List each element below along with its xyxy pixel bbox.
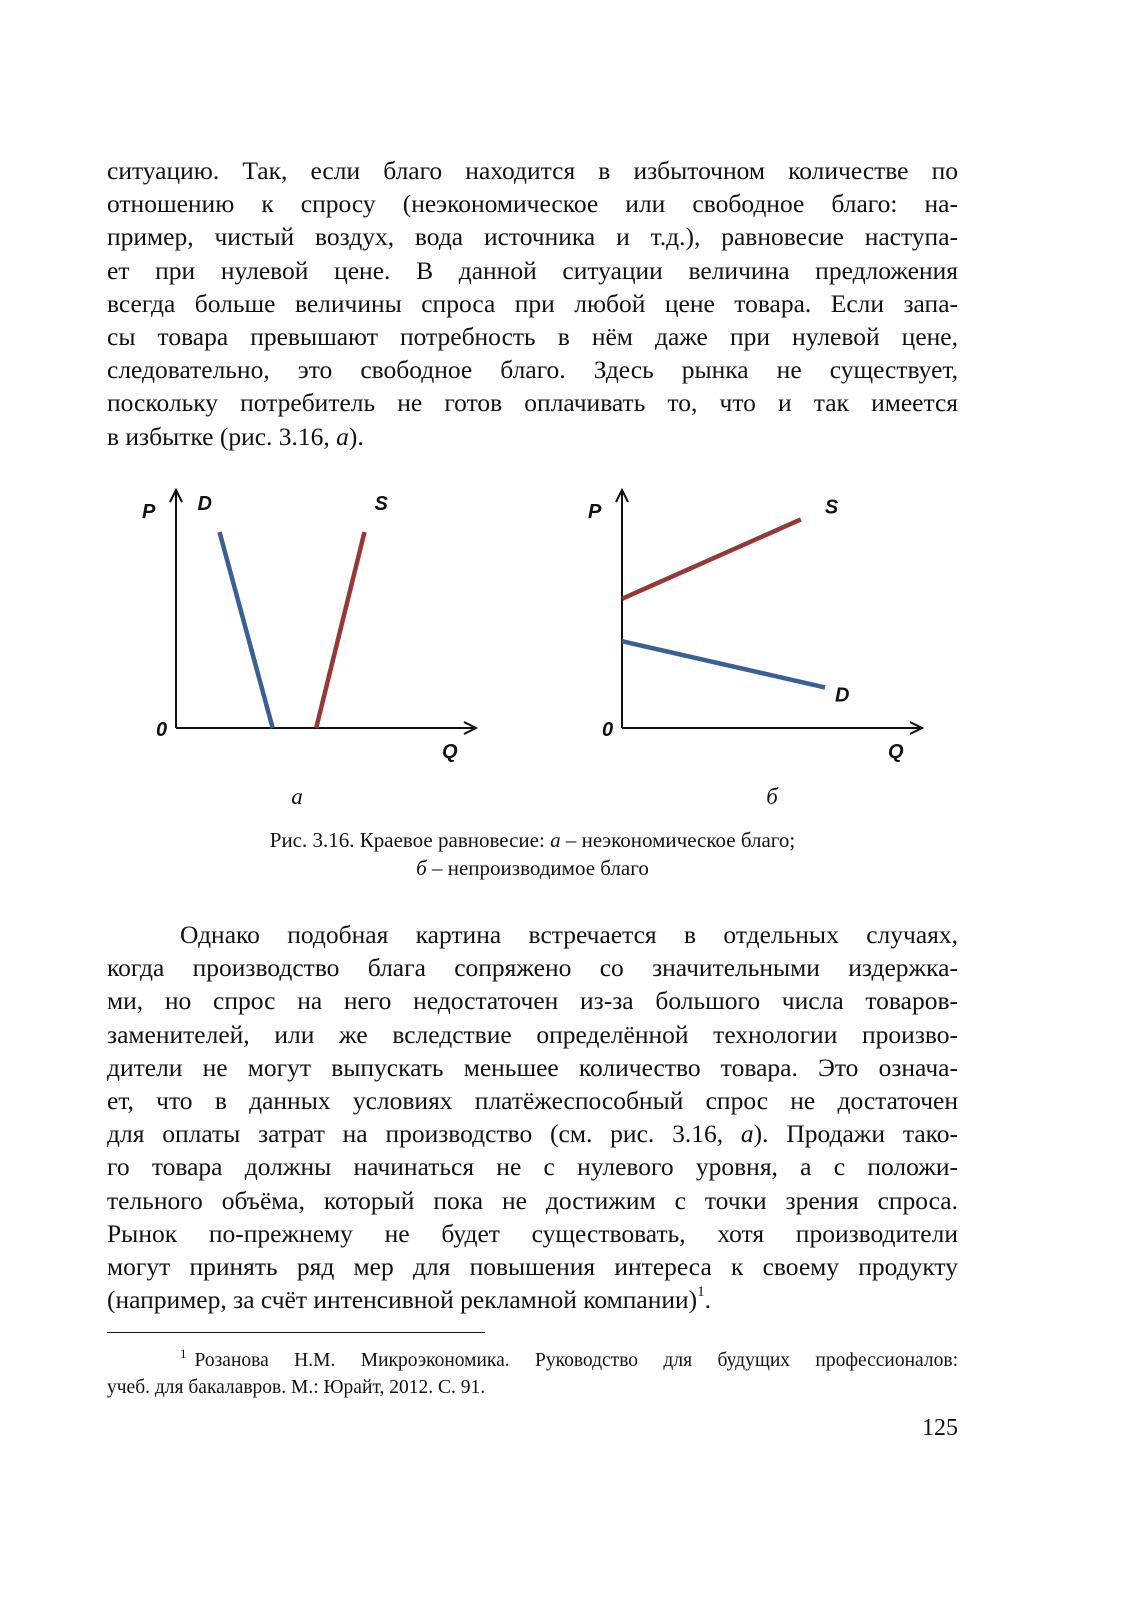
series-label-d: D bbox=[197, 493, 212, 515]
caption-text: – непроизводимое благо bbox=[426, 856, 649, 880]
text-line: тельного объёма, который пока не достижим с точки зрения спроса. bbox=[107, 1185, 958, 1215]
series-label-d: D bbox=[835, 684, 850, 707]
series-line-d bbox=[220, 532, 273, 728]
text-fragment: (например, за счёт интенсивной рекламной компании) bbox=[107, 1285, 698, 1315]
figure-caption bbox=[107, 826, 958, 882]
chart-a-svg bbox=[142, 478, 482, 768]
figure-ref-letter: а bbox=[740, 1119, 754, 1149]
text-line: заменителей, или же вследствие определённой технологии произво- bbox=[107, 1019, 958, 1049]
text-fragment: . bbox=[704, 1285, 711, 1315]
text-line: пример, чистый воздух, вода источника и т.д.), равновесие наступа- bbox=[107, 222, 958, 252]
footnote-text: Розанова Н.М. Микроэкономика. Руководство для будущих профессионалов: bbox=[194, 1350, 958, 1371]
footnote-separator bbox=[107, 1332, 485, 1333]
text-line: Однако подобная картина встречается в отдельных случаях, bbox=[180, 920, 958, 949]
caption-letter: а bbox=[550, 828, 561, 852]
text-line: когда производство блага сопряжено со значительными издержка- bbox=[107, 953, 958, 983]
footnote-mark: 1 bbox=[180, 1346, 187, 1361]
y-axis-label: P bbox=[588, 501, 602, 523]
text-line: ситуацию. Так, если благо находится в избыточном количестве по bbox=[107, 156, 958, 185]
footnote bbox=[107, 1347, 958, 1401]
text-line: го товара должны начинаться не с нулевого уровня, а с положи- bbox=[107, 1152, 958, 1182]
text-line: следовательно, это свободное благо. Здесь рынка не существует, bbox=[107, 355, 958, 385]
figure-ref-letter: а bbox=[336, 421, 349, 451]
series-label-s: S bbox=[824, 496, 839, 519]
text-fragment: для оплаты затрат на производство (см. рис. 3.16, bbox=[107, 1119, 741, 1149]
series-line-s bbox=[316, 532, 364, 728]
text-line: могут принять ряд мер для повышения интереса к своему продукту bbox=[107, 1252, 958, 1282]
page-number: 125 bbox=[922, 1415, 958, 1441]
text-fragment: в избытке (рис. 3.16, bbox=[107, 421, 337, 451]
origin-label: 0 bbox=[602, 719, 614, 741]
footnote-line: учеб. для бакалавров. М.: Юрайт, 2012. С. 91. bbox=[107, 1377, 486, 1398]
caption-text: Рис. 3.16. Краевое равновесие: bbox=[269, 828, 551, 852]
figure-a bbox=[142, 478, 482, 768]
chart-b-svg bbox=[588, 478, 928, 768]
text-line: ет при нулевой цене. В данной ситуации величина предложения bbox=[107, 255, 958, 285]
text-line: всегда больше величины спроса при любой цене товара. Если запа- bbox=[107, 288, 958, 318]
caption-line-2 bbox=[107, 854, 958, 882]
text-line: дители не могут выпускать меньшее количество товара. Это означа- bbox=[107, 1052, 958, 1082]
paragraph-1 bbox=[107, 154, 958, 453]
origin-label: 0 bbox=[156, 719, 168, 741]
text-line: ми, но спрос на него недостаточен из-за большого числа товаров- bbox=[107, 986, 958, 1016]
x-axis-label: Q bbox=[442, 741, 458, 763]
text-fragment: ). Продажи тако- bbox=[753, 1119, 958, 1149]
series-line-s bbox=[622, 519, 801, 598]
text-line: ет, что в данных условиях платёжеспособный спрос не достаточен bbox=[107, 1086, 958, 1116]
text-line bbox=[107, 420, 958, 453]
x-axis-label: Q bbox=[888, 741, 904, 763]
y-axis-label: P bbox=[142, 501, 156, 523]
text-fragment: ). bbox=[348, 421, 364, 451]
series-line-d bbox=[622, 641, 825, 687]
panel-label-b: б bbox=[766, 784, 778, 809]
panel-label-a: а bbox=[291, 784, 303, 809]
paragraph-2 bbox=[107, 918, 958, 1316]
caption-line-1 bbox=[107, 826, 958, 854]
text-line: сы товара превышают потребность в нём даже при нулевой цене, bbox=[107, 322, 958, 352]
text-line bbox=[107, 1117, 958, 1150]
text-line bbox=[107, 1283, 958, 1316]
caption-text: – неэкономическое благо; bbox=[560, 828, 796, 852]
series-label-s: S bbox=[374, 493, 388, 515]
caption-letter: б bbox=[416, 856, 427, 880]
text-line: поскольку потребитель не готов оплачивать то, что и так имеется bbox=[107, 388, 958, 418]
text-line: Рынок по-прежнему не будет существовать, хотя производители bbox=[107, 1218, 958, 1248]
figure-b bbox=[588, 478, 928, 768]
footnote-line bbox=[107, 1347, 958, 1374]
text-line: отношению к спросу (неэкономическое или свободное благо: на- bbox=[107, 189, 958, 219]
footnote-reference[interactable]: 1 bbox=[697, 1284, 705, 1301]
